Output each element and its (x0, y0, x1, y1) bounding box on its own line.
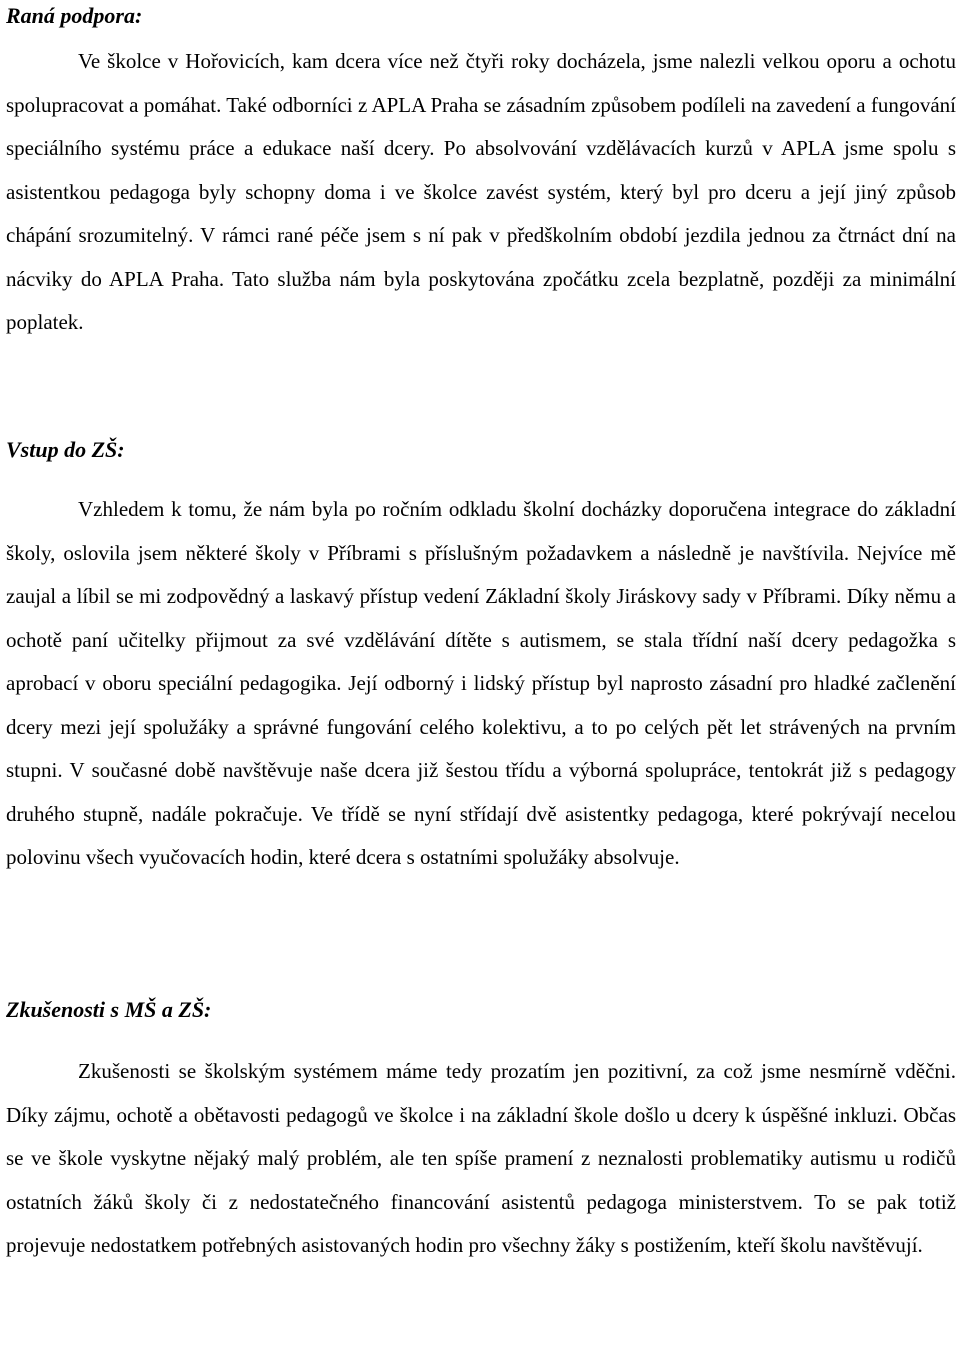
paragraph-text: Ve školce v Hořovicích, kam dcera více než čtyři roky docházela, jsme nalezli velkou oporu a ochotu spolupracovat a pomáhat. Také odborníci z APLA Praha se zásadním způsobem podíleli na zavedení a fungování speciálního systému práce a edukace naší dcery. Po absolvování vzdělávacích kurzů v APLA jsme spolu s asistentkou pedagoga byly schopny doma i ve školce zavést systém, který byl pro dceru a její jiný způsob chápání srozumitelný. V rámci rané péče jsem s ní pak v předškolním období jezdila jednou za čtrnáct dní na nácviky do APLA Praha. Tato služba nám byla poskytována zpočátku zcela bezplatně, později za minimální poplatek. (6, 49, 956, 334)
section-paragraph-vstup-do-zs (6, 488, 956, 880)
section-heading-zkusenosti: Zkušenosti s MŠ a ZŠ: (6, 997, 212, 1022)
section-paragraph-zkusenosti (6, 1050, 956, 1268)
paragraph-text: Vzhledem k tomu, že nám byla po ročním odkladu školní docházky doporučena integrace do základní školy, oslovila jsem některé školy v Příbrami s příslušným požadavkem a následně je navštívila. Nejvíce mě zaujal a líbil se mi zodpovědný a laskavý přístup vedení Základní školy Jiráskovy sady v Příbrami. Díky němu a ochotě paní učitelky přijmout za své vzdělávání dítěte s autismem, se stala třídní naší dcery pedagožka s aprobací v oboru speciální pedagogika. Její odborný i lidský přístup byl naprosto zásadní pro hladké začlenění dcery mezi její spolužáky a správné fungování celého kolektivu, a to po celých pět let strávených na prvním stupni. V současné době navštěvuje naše dcera již šestou třídu a výborná spolupráce, tentokrát již s pedagogy druhého stupně, nadále pokračuje. Ve třídě se nyní střídají dvě asistentky pedagoga, které pokrývají necelou polovinu všech vyučovacích hodin, které dcera s ostatními spolužáky absolvuje. (6, 497, 956, 869)
section-paragraph-rana-podpora (6, 40, 956, 345)
paragraph-text: Zkušenosti se školským systémem máme tedy prozatím jen pozitivní, za což jsme nesmírně vděčni. Díky zájmu, ochotě a obětavosti pedagogů ve školce i na základní škole došlo u dcery k úspěšné inkluzi. Občas se ve škole vyskytne nějaký malý problém, ale ten spíše pramení z neznalosti problematiky autismu u rodičů ostatních žáků školy či z nedostatečného financování asistentů pedagoga ministerstvem. To se pak totiž projevuje nedostatkem potřebných asistovaných hodin pro všechny žáky s postižením, kteří školu navštěvují. (6, 1059, 956, 1257)
section-heading-vstup-do-zs: Vstup do ZŠ: (6, 437, 125, 462)
section-heading-rana-podpora: Raná podpora: (6, 3, 143, 28)
